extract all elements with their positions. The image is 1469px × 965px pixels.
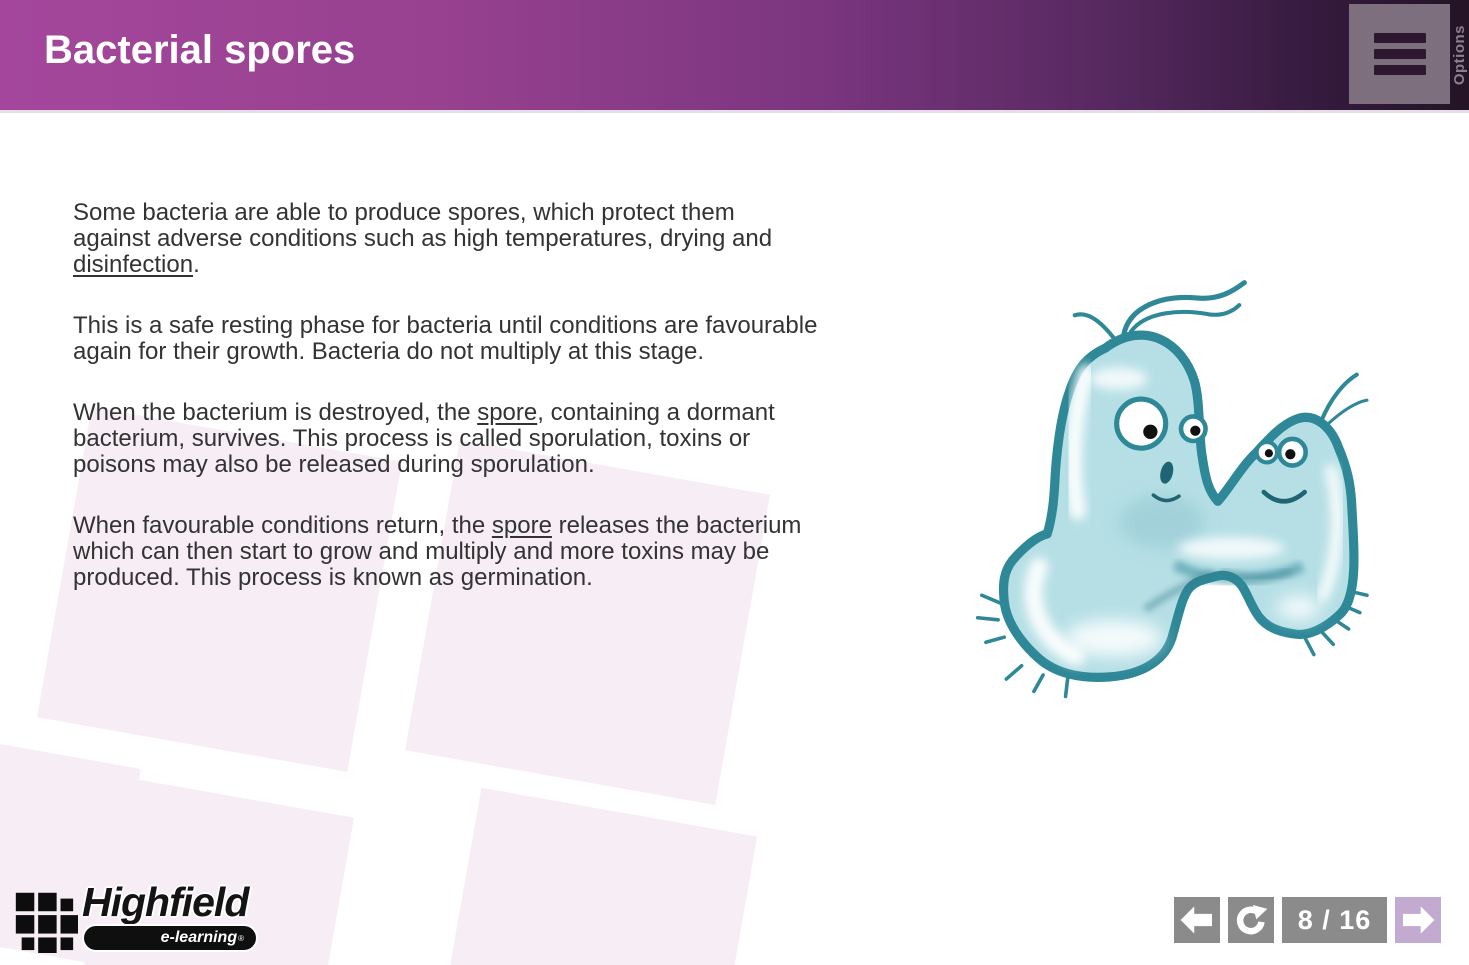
options-tab[interactable]: [1450, 0, 1469, 110]
next-button[interactable]: [1395, 897, 1441, 943]
body-text: [73, 200, 818, 626]
navigation-bar: [1174, 897, 1441, 943]
paragraph: This is a safe resting phase for bacteria until conditions are favourable again for their growth. Bacteria do not multiply at this stage.: [73, 312, 818, 365]
highfield-blocks-icon: [10, 885, 78, 953]
page-title: Bacterial spores: [44, 28, 356, 72]
bacteria-cartoon-svg: [945, 258, 1415, 718]
page-indicator: 8 / 16: [1282, 897, 1387, 943]
registered-mark: ®: [238, 933, 244, 943]
logo-sub-text: e-learning: [160, 929, 238, 946]
logo-brand-text: Highfield: [82, 879, 249, 925]
replay-icon: [1234, 903, 1268, 937]
logo-elearning-pill: [84, 926, 256, 950]
replay-button[interactable]: [1228, 897, 1274, 943]
bacteria-illustration: [945, 258, 1415, 718]
hamburger-menu-icon: [1374, 65, 1426, 75]
header: [0, 0, 1469, 113]
right-arrow-icon: [1401, 905, 1435, 935]
left-arrow-icon: [1180, 905, 1214, 935]
background-tile: [433, 788, 757, 965]
hamburger-menu-icon: [1374, 33, 1426, 43]
options-label: Options: [1451, 24, 1468, 86]
paragraph: When favourable conditions return, the spore releases the bacterium which can then start to grow and multiply and more toxins may be produced. This process is known as germination.: [73, 512, 802, 591]
paragraph: When the bacterium is destroyed, the spore, containing a dormant bacterium, survives. This process is called sporulation, toxins or poisons may also be released during sporulation.: [73, 399, 775, 478]
hamburger-menu-icon: [1374, 49, 1426, 59]
options-button[interactable]: [1349, 4, 1450, 104]
previous-button[interactable]: [1174, 897, 1220, 943]
paragraph: Some bacteria are able to produce spores, which protect them against adverse conditions such as high temperatures, drying and disinfection.: [73, 199, 773, 278]
